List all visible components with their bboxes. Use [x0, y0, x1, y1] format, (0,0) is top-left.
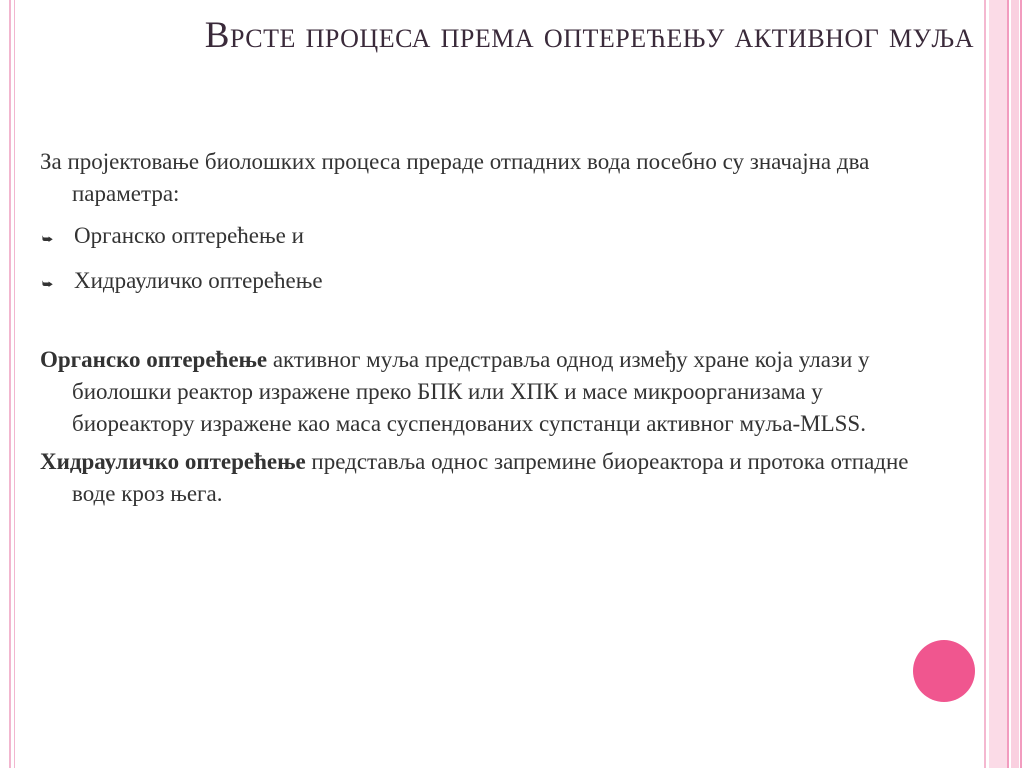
right-bar [984, 0, 986, 768]
bullet-item [40, 220, 940, 255]
right-decorative-bars [984, 0, 1024, 768]
decorative-circle [913, 640, 975, 702]
left-decorative-line [9, 0, 11, 768]
intro-paragraph: За пројектовање биолошких процеса прераде отпадних вода посебно су значајна два параметра: [40, 149, 870, 206]
bullet-text: Хидрауличко оптерећење [74, 268, 323, 293]
arrowhead-bullet-icon: ⮩ [42, 277, 54, 291]
right-bar [1007, 0, 1009, 768]
organic-load-paragraph [40, 344, 940, 440]
right-bar [1020, 0, 1022, 768]
left-decorative-line-inner [14, 0, 15, 768]
slide-body [40, 146, 940, 510]
arrowhead-bullet-icon: ⮩ [42, 232, 54, 246]
hydraulic-load-term: Хидрауличко оптерећење [40, 449, 306, 474]
spacer [40, 300, 940, 344]
right-bar [1011, 0, 1019, 768]
slide-title: Врсте процеса према оптерећењу активног муља [204, 15, 974, 56]
bullet-item [40, 265, 940, 300]
right-bar [989, 0, 1007, 768]
organic-load-term: Органско оптерећење [40, 347, 268, 372]
hydraulic-load-text: представља однос запремине биореактора и протока отпадне воде кроз њега. [72, 449, 909, 506]
hydraulic-load-paragraph [40, 446, 940, 510]
organic-load-text: активног муља предстравља однод између хране која улази у биолошки реактор изражене преко БПК или ХПК и масе микроорганизама у биореактору изражене као маса суспендованих супстанци активног муља-MLSS. [72, 347, 870, 436]
bullet-text: Органско оптерећење и [74, 223, 304, 248]
